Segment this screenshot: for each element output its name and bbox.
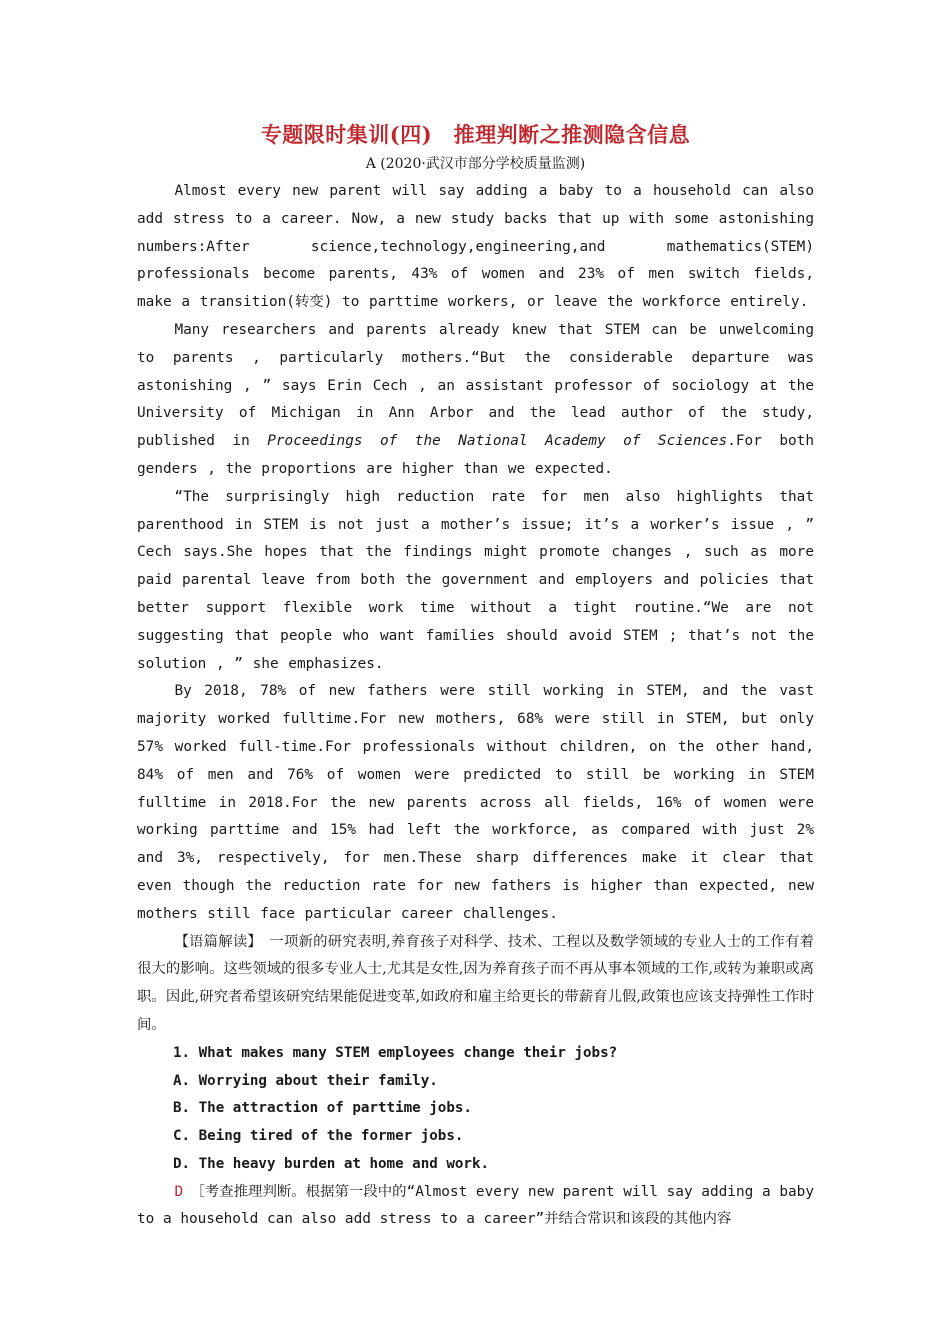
answer-explanation: ［考查推理判断。根据第一段中的“Almost every new parent will say adding a baby to a household can also add stress to a career”并结合常识和该段的其他内容: [137, 1183, 814, 1228]
paragraph-2-text-end: .For both genders , the proportions are higher than we expected.: [137, 433, 814, 477]
passage-source: A (2020·武汉市部分学校质量监测): [365, 156, 586, 172]
question-1-stem: 1. What makes many STEM employees change their jobs?: [173, 1044, 618, 1061]
passage-paragraph-1: Almost every new parent will say adding a baby to a household can also add stress to a career. Now, a new study backs that up with some astonishing numbers:After science,technology,engineering,and mathematics(STEM) professionals become parents, 43% of women and 23% of men switch fields, make a transition(转变) to parttime workers, or leave the workforce entirely.: [137, 183, 814, 311]
question-1-option-b: B. The attraction of parttime jobs.: [173, 1100, 472, 1117]
passage-paragraph-2: [137, 317, 814, 484]
question-1-answer: [137, 1179, 814, 1235]
question-1-option-a: A. Worrying about their family.: [173, 1072, 438, 1089]
question-1-option-d: D. The heavy burden at home and work.: [173, 1155, 490, 1172]
answer-letter: D: [174, 1183, 184, 1200]
document-page: [137, 118, 814, 1234]
journal-name: Proceedings of the National Academy of Sciences: [267, 433, 728, 450]
question-1-option-c: C. Being tired of the former jobs.: [173, 1128, 464, 1145]
passage-paragraph-4: By 2018, 78% of new fathers were still working in STEM, and the vast majority worked fulltime.For new mothers, 68% were still in STEM, but only 57% worked full-time.For professionals without children, on the other hand, 84% of men and 76% of women were predicted to still be working in STEM fulltime in 2018.For the new parents across all fields, 16% of women were working parttime and 15% had left the workforce, as compared with just 2% and 3%, respectively, for men.These sharp differences make it clear that even though the reduction rate for new fathers is higher than expected, new mothers still face particular career challenges.: [137, 683, 814, 922]
passage-paragraph-3: “The surprisingly high reduction rate for men also highlights that parenthood in STEM is not just a mother’s issue; it’s a worker’s issue , ” Cech says.She hopes that the findings might promote changes , such as more paid parental leave from both the government and employers and policies that better support flexible work time without a tight routine.“We are not suggesting that people who want families should avoid STEM ; that’s not the solution , ” she emphasizes.: [137, 488, 814, 672]
paragraph-2-text-start: Many researchers and parents already knew that STEM can be unwelcoming to parents , particularly mothers.“But the considerable departure was astonishing , ” says Erin Cech , an assistant professor of sociology at the University of Michigan in Ann Arbor and the lead author of the study, published in: [137, 321, 814, 450]
passage-analysis: 【语篇解读】 一项新的研究表明,养育孩子对科学、技术、工程以及数学领域的专业人士的工作有着很大的影响。这些领域的很多专业人士,尤其是女性,因为养育孩子而不再从事本领域的工作,或转为兼职或离职。因此,研究者希望该研究结果能促进变革,如政府和雇主给更长的带薪育儿假,政策也应该支持弹性工作时间。: [137, 933, 814, 1033]
page-title: 专题限时集训(四) 推理判断之推测隐含信息: [260, 122, 691, 147]
